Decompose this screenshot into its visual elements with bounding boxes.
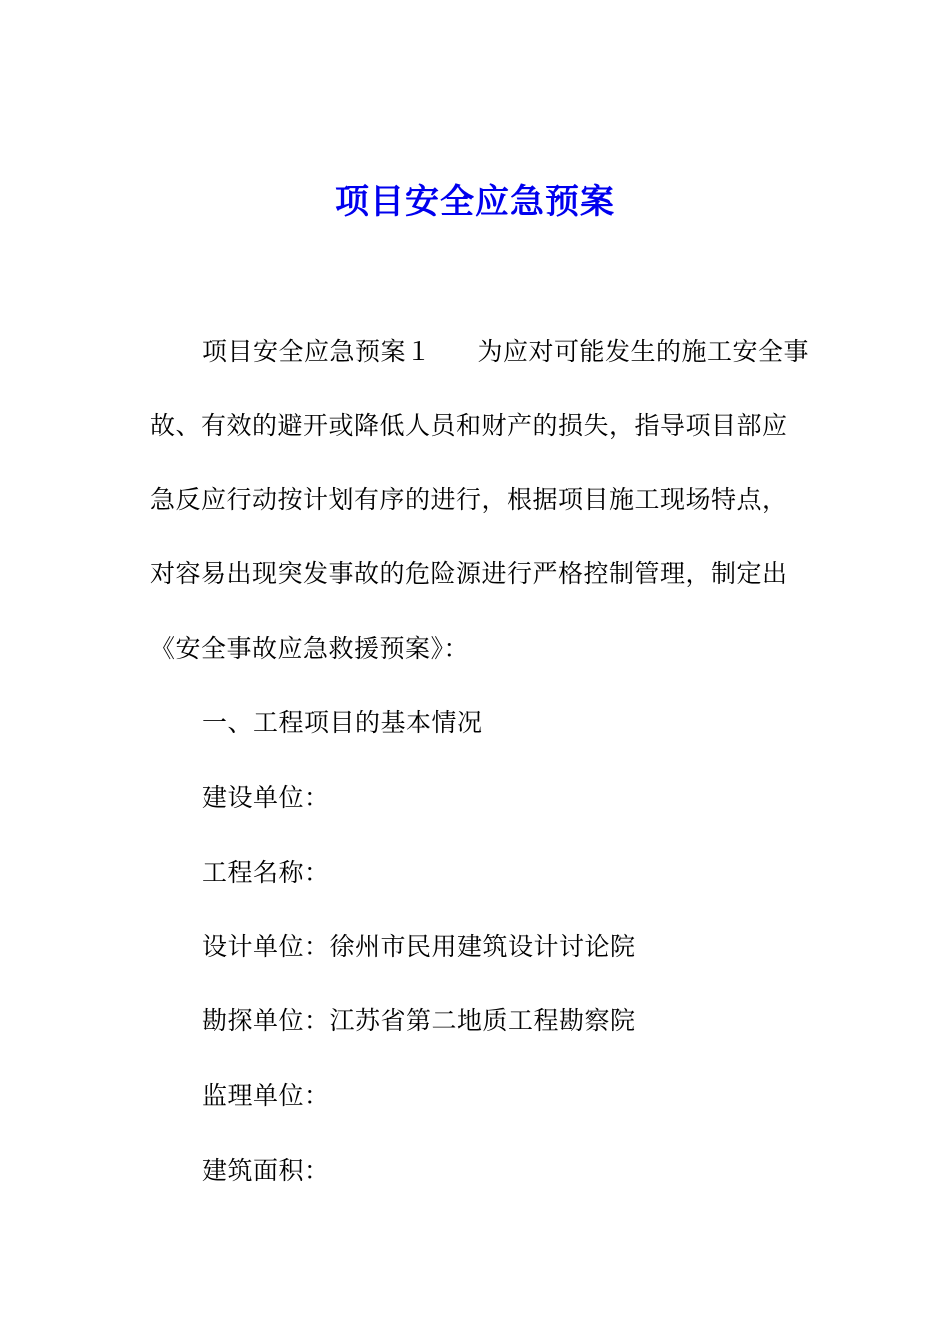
intro-text-1: 为应对可能发生的施工安全事 [477,337,810,366]
field-supervision-unit: 监理单位： [202,1081,330,1110]
intro-line-1 [202,332,882,372]
intro-line-3: 急反应行动按计划有序的进行，根据项目施工现场特点， [150,485,788,514]
document-title: 项目安全应急预案 [335,182,615,222]
section-heading: 一、工程项目的基本情况 [202,708,483,737]
field-design-unit: 设计单位：徐州市民用建筑设计讨论院 [202,932,636,961]
intro-line-4: 对容易出现突发事故的危险源进行严格控制管理，制定出 [150,559,788,588]
intro-line-5: 《安全事故应急救援预案》： [150,634,470,663]
field-construction-unit: 建设单位： [202,783,330,812]
field-project-name: 工程名称： [202,858,330,887]
field-survey-unit: 勘探单位：江苏省第二地质工程勘察院 [202,1006,636,1035]
intro-line-2: 故、有效的避开或降低人员和财产的损失，指导项目部应 [150,411,788,440]
field-building-area: 建筑面积： [202,1156,330,1185]
intro-heading: 项目安全应急预案１ [202,337,432,366]
